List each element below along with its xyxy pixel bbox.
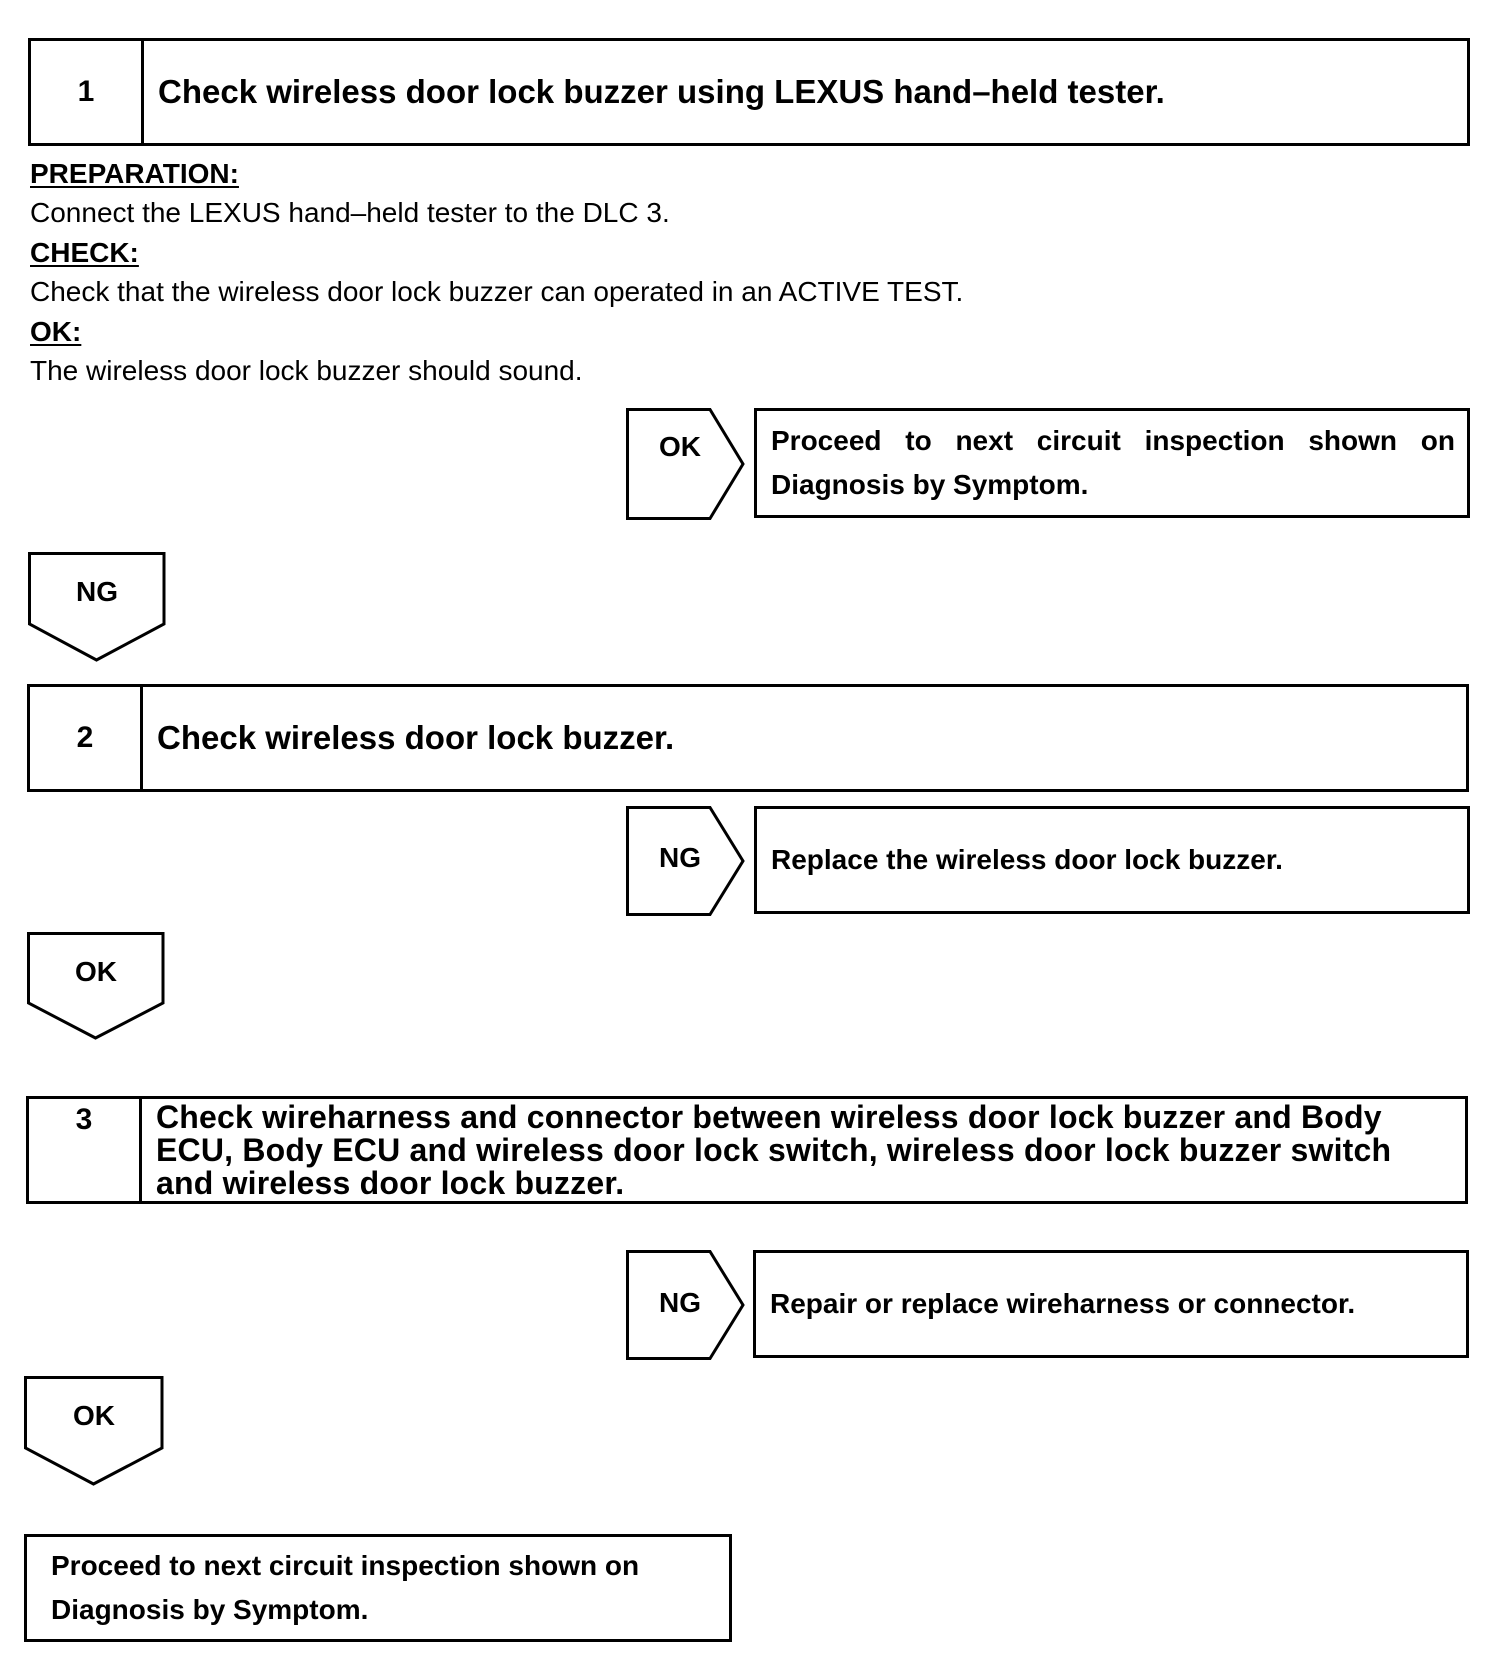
flag-ng-label-2: NG: [659, 842, 701, 873]
result-box-1: [754, 408, 1470, 518]
ok-label: OK:: [30, 316, 82, 347]
step-1-box: [28, 38, 1470, 146]
result-text-1: Proceed to next circuit inspection shown on Diagnosis by Symptom.: [771, 425, 1455, 500]
final-result-text: Proceed to next circuit inspection shown on Diagnosis by Symptom.: [51, 1550, 640, 1625]
step-2-title: Check wireless door lock buzzer.: [157, 719, 675, 756]
flag-ok-label-2: OK: [75, 956, 117, 987]
step-3-title: Check wireharness and connector between wireless door lock buzzer and Body ECU, Body ECU and wireless door lock switch, wireless door lock buzzer switch and wireless door lock buzzer.: [156, 1099, 1392, 1201]
ok-text: The wireless door lock buzzer should sound.: [30, 355, 583, 386]
flag-ok-label-1: OK: [659, 431, 701, 462]
result-box-3: [753, 1250, 1469, 1358]
check-label: CHECK:: [30, 237, 139, 268]
final-result-box: [24, 1534, 732, 1642]
flag-ng-label-1: NG: [76, 576, 118, 607]
result-text-2: Replace the wireless door lock buzzer.: [771, 844, 1283, 875]
step-1-title: Check wireless door lock buzzer using LEXUS hand–held tester.: [158, 73, 1165, 110]
result-text-3: Repair or replace wireharness or connector.: [770, 1288, 1356, 1319]
step-3-box: [26, 1096, 1468, 1204]
flag-ng-label-3: NG: [659, 1287, 701, 1318]
step-2-box: [27, 684, 1469, 792]
check-text: Check that the wireless door lock buzzer can operated in an ACTIVE TEST.: [30, 276, 964, 307]
step-1-number: 1: [31, 41, 144, 143]
preparation-label: PREPARATION:: [30, 158, 239, 189]
right-arrow-flag-1: [626, 408, 746, 520]
flag-ok-label-3: OK: [73, 1400, 115, 1431]
preparation-text: Connect the LEXUS hand–held tester to the DLC 3.: [30, 197, 670, 228]
step-2-number: 2: [30, 687, 143, 789]
result-box-2: [754, 806, 1470, 914]
step-3-number: 3: [29, 1099, 142, 1201]
